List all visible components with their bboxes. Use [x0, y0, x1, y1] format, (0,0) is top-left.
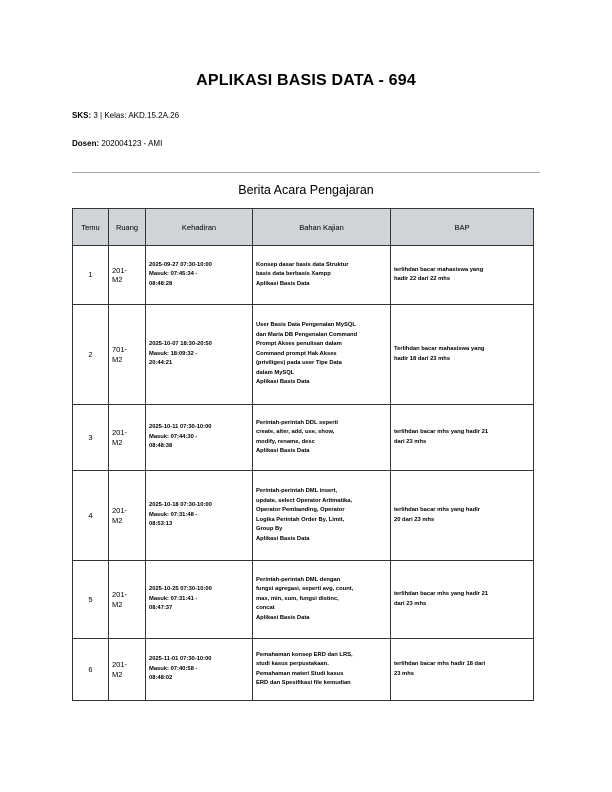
cell-temu: 4 [73, 471, 109, 561]
cell-bap: terlihdan bacar mhs yang hadir 21 dari 23 mhs [391, 405, 534, 471]
cell-bap: Terlihdan bacar mahasiswa yang hadir 18 dari 23 mhs [391, 305, 534, 405]
table-row [73, 639, 534, 701]
cell-bap: terlihdan bacar mahasiswa yang hadir 22 dari 22 mhs [391, 246, 534, 305]
cell-kehadiran: 2025-11-01 07:30-10:00 Masuk: 07:40:58 - 08:48:02 [146, 639, 253, 701]
table-row [73, 471, 534, 561]
column-header-temu: Temu [73, 209, 109, 246]
cell-bap: terlihdan bacar mhs yang hadir 21 dari 23 mhs [391, 561, 534, 639]
cell-bap: terlihdan bacar mhs yang hadir 20 dari 23 mhs [391, 471, 534, 561]
cell-ruang: 201- M2 [109, 405, 146, 471]
cell-bahan-kajian: Pemahaman konsep ERD dan LRS, studi kasus perpustakaan. Pemahaman materi Studi kasus ERD dan Spesifikasi file kemudian [253, 639, 391, 701]
sks-class-line [72, 111, 179, 120]
lecturer-line [72, 139, 162, 148]
cell-kehadiran: 2025-10-25 07:30-10:00 Masuk: 07:31:41 - 08:47:37 [146, 561, 253, 639]
cell-kehadiran: 2025-09-27 07:30-10:00 Masuk: 07:45:34 - 08:48:28 [146, 246, 253, 305]
sks-class-value: 3 | Kelas: AKD.15.2A.26 [93, 111, 180, 120]
divider [72, 172, 540, 173]
table-row [73, 561, 534, 639]
column-header-bahan-kajian: Bahan Kajian [253, 209, 391, 246]
table-row [73, 405, 534, 471]
cell-temu: 1 [73, 246, 109, 305]
cell-kehadiran: 2025-10-18 07:30-10:00 Masuk: 07:31:48 - 08:53:13 [146, 471, 253, 561]
cell-bahan-kajian: Perintah-perintah DML insert, update, select Operator Aritmatika, Operator Pembanding, Operator Logika Perintah Order By, Limit, Group By Aplikasi Basis Data [253, 471, 391, 561]
table-header-row [73, 209, 534, 246]
cell-bahan-kajian: User Basis Data Pengenalan MySQL dan Maria DB Pengenalan Command Prompt Akses penulisan dalam Command prompt Hak Akses (priviliges) pada user Tipe Data dalam MySQL Aplikasi Basis Data [253, 305, 391, 405]
cell-temu: 5 [73, 561, 109, 639]
column-header-bap: BAP [391, 209, 534, 246]
page-title: APLIKASI BASIS DATA - 694 [196, 72, 416, 89]
cell-kehadiran: 2025-10-07 18:30-20:50 Masuk: 18:09:32 - 20:44:21 [146, 305, 253, 405]
column-header-kehadiran: Kehadiran [146, 209, 253, 246]
cell-ruang: 201- M2 [109, 561, 146, 639]
column-header-ruang: Ruang [109, 209, 146, 246]
cell-ruang: 201- M2 [109, 246, 146, 305]
lecturer-label: Dosen: [72, 139, 100, 148]
table-row [73, 246, 534, 305]
cell-ruang: 201- M2 [109, 639, 146, 701]
section-title: Berita Acara Pengajaran [238, 183, 374, 197]
cell-temu: 2 [73, 305, 109, 405]
cell-bahan-kajian: Konsep dasar basis data Struktur basis data berbasis Xampp Aplikasi Basis Data [253, 246, 391, 305]
cell-ruang: 701- M2 [109, 305, 146, 405]
cell-bahan-kajian: Perintah-perintah DDL seperti create, alter, add, use, show, modify, rename, desc Aplikasi Basis Data [253, 405, 391, 471]
lecturer-value: 202004123 - AMI [101, 139, 163, 148]
sks-label: SKS: [72, 111, 92, 120]
teaching-record-table [72, 208, 534, 701]
cell-bahan-kajian: Perintah-perintah DML dengan fungsi agregasi, seperti avg, count, max, min, sum, fungsi distinc, concat Aplikasi Basis Data [253, 561, 391, 639]
cell-temu: 6 [73, 639, 109, 701]
cell-temu: 3 [73, 405, 109, 471]
cell-ruang: 201- M2 [109, 471, 146, 561]
cell-bap: terlihdan bacar mhs hadir 18 dari 23 mhs [391, 639, 534, 701]
table-row [73, 305, 534, 405]
cell-kehadiran: 2025-10-11 07:30-10:00 Masuk: 07:44:30 - 08:48:38 [146, 405, 253, 471]
